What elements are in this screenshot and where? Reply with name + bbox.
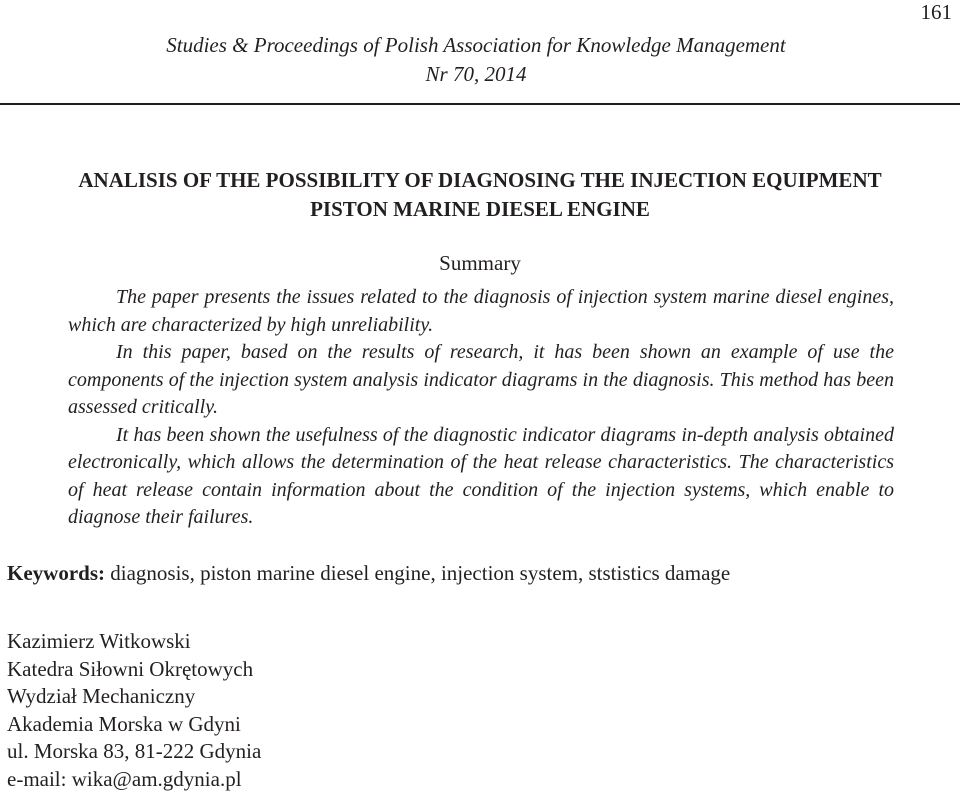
article-title-line-2: PISTON MARINE DIESEL ENGINE (310, 197, 650, 221)
journal-header (0, 31, 952, 89)
header-divider (0, 103, 960, 105)
keywords-label: Keywords: (7, 561, 105, 585)
article-title (0, 166, 960, 224)
journal-issue: Nr 70, 2014 (425, 62, 527, 86)
author-name: Kazimierz Witkowski (7, 629, 191, 653)
author-university: Akademia Morska w Gdyni (7, 711, 241, 736)
abstract-paragraph: In this paper, based on the results of research, it has been shown an example of use the components of the injection system analysis indicator diagrams in the diagnosis. This method has been assessed critically. (68, 341, 894, 418)
keywords-list: diagnosis, piston marine diesel engine, injection system, ststistics damage (105, 561, 731, 585)
author-faculty: Wydział Mechaniczny (7, 684, 196, 708)
keywords (7, 559, 730, 588)
author-block (7, 628, 261, 793)
journal-name: Studies & Proceedings of Polish Association for Knowledge Management (166, 33, 786, 57)
abstract (68, 284, 894, 532)
article-title-line-1: ANALISIS OF THE POSSIBILITY OF DIAGNOSING THE INJECTION EQUIPMENT (78, 168, 882, 192)
author-email: e-mail: wika@am.gdynia.pl (7, 766, 242, 791)
abstract-paragraph: The paper presents the issues related to the diagnosis of injection system marine diesel engines, which are characterized by high unreliability. (68, 286, 894, 336)
summary-heading: Summary (439, 251, 521, 275)
abstract-paragraph: It has been shown the usefulness of the diagnostic indicator diagrams in-depth analysis obtained electronically, which allows the determination of the heat release characteristics. The characteristics of heat release contain information about the condition of the injection systems, which enable to diagnose their failures. (68, 423, 894, 528)
author-address: ul. Morska 83, 81-222 Gdynia (7, 739, 262, 763)
author-department: Katedra Siłowni Okrętowych (7, 656, 254, 681)
page-number: 161 (920, 0, 952, 24)
